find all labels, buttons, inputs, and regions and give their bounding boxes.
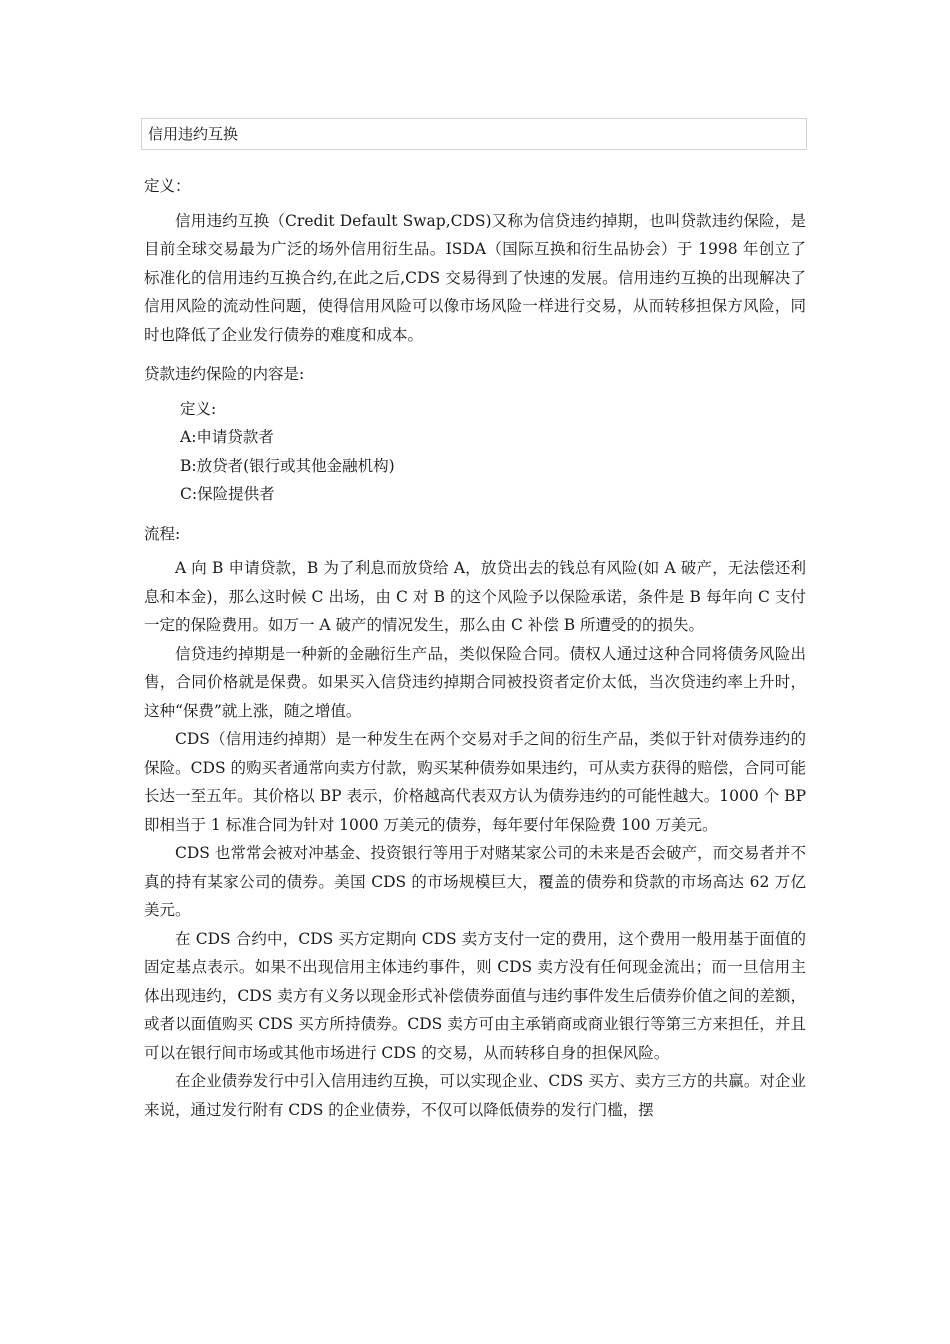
process-paragraph: A 向 B 申请贷款，B 为了利息而放贷给 A，放贷出去的钱总有风险(如 A 破产，无法偿还利息和本金)，那么这时候 C 出场，由 C 对 B 的这个风险予以保险承诺，条件是 B 每年向 C 支付一定的保险费用。如万一 A 破产的情况发生，那么由 C 补偿 B 所遭受的的损失。 — [144, 559, 806, 634]
process-paragraph: 信贷违约掉期是一种新的金融衍生产品，类似保险合同。债权人通过这种合同将债务风险出售，合同价格就是保费。如果买入信贷违约掉期合同被投资者定价太低，当次贷违约率上升时，这种“保费”就上涨，随之增值。 — [144, 644, 806, 720]
content-heading: 贷款违约保险的内容是: — [144, 365, 305, 383]
list-item: C:保险提供者 — [180, 485, 275, 503]
document-title: 信用违约互换 — [148, 125, 239, 143]
process-heading: 流程: — [144, 524, 181, 543]
process-paragraph: CDS 也常常会被对冲基金、投资银行等用于对赌某家公司的未来是否会破产，而交易者并不真的持有某家公司的债券。美国 CDS 的市场规模巨大，覆盖的债券和贷款的市场高达 62 万亿美元。 — [144, 844, 806, 919]
process-paragraph: 在 CDS 合约中，CDS 买方定期向 CDS 卖方支付一定的费用，这个费用一般用基于面值的固定基点表示。如果不出现信用主体违约事件，则 CDS 卖方没有任何现金流出；而一旦信用主体出现违约，CDS 卖方有义务以现金形式补偿债券面值与违约事件发生后债券价值之间的差额，或者以面值购买 CDS 买方所持债券。CDS 卖方可由主承销商或商业银行等第三方来担任，并且可以在银行间市场或其他市场进行 CDS 的交易，从而转移自身的担保风险。 — [144, 929, 806, 1062]
document-body — [144, 172, 806, 1124]
definition-paragraph: 信用违约互换（Credit Default Swap,CDS)又称为信贷违约掉期，也叫贷款违约保险，是目前全球交易最为广泛的场外信用衍生品。ISDA（国际互换和衍生品协会）于 1998 年创立了标准化的信用违约互换合约,在此之后,CDS 交易得到了快速的发展。信用违约互换的出现解决了信用风险的流动性问题，使得信用风险可以像市场风险一样进行交易，从而转移担保方风险，同时也降低了企业发行债券的难度和成本。 — [144, 211, 806, 344]
definition-heading: 定义： — [144, 177, 191, 195]
list-item: 定义: — [180, 399, 217, 418]
title-box — [141, 118, 807, 150]
list-item: A:申请贷款者 — [180, 428, 274, 446]
process-paragraph: CDS（信用违约掉期）是一种发生在两个交易对手之间的衍生产品，类似于针对债券违约的保险。CDS 的购买者通常向卖方付款，购买某种债券如果违约，可从卖方获得的赔偿，合同可能长达一至五年。其价格以 BP 表示，价格越高代表双方认为债券违约的可能性越大。1000 个 BP 即相当于 1 标准合同为针对 1000 万美元的债券，每年要付年保险费 100 万美元。 — [144, 730, 806, 834]
content-list — [144, 395, 806, 509]
list-item: B:放贷者(银行或其他金融机构) — [180, 456, 395, 475]
process-paragraph: 在企业债券发行中引入信用违约互换，可以实现企业、CDS 买方、卖方三方的共赢。对企业来说，通过发行附有 CDS 的企业债券，不仅可以降低债券的发行门槛，摆 — [144, 1072, 806, 1119]
